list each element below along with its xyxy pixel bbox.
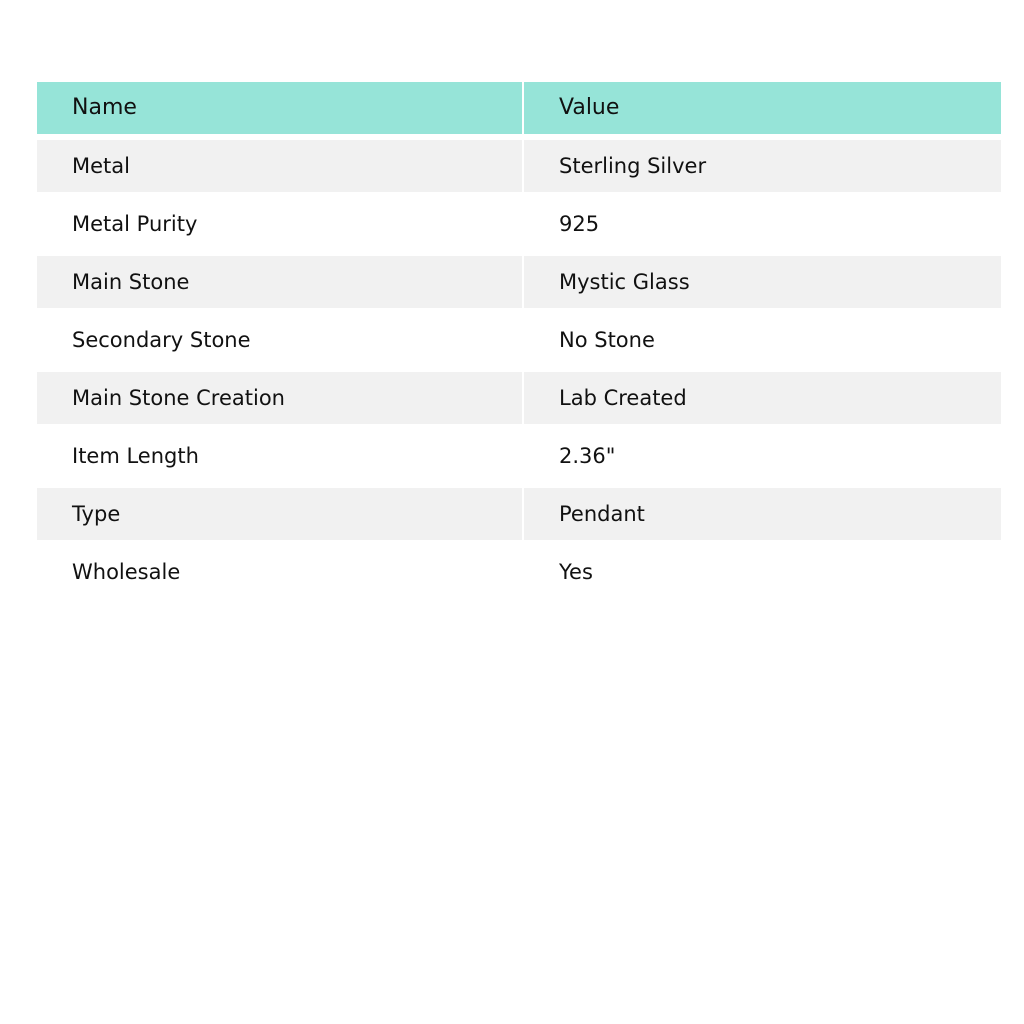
row-name-cell: Type <box>37 488 522 540</box>
row-name-cell: Wholesale <box>37 546 522 598</box>
table-header-row <box>37 82 1001 134</box>
table-row <box>37 256 1001 308</box>
spec-table <box>37 82 1001 598</box>
table-row <box>37 372 1001 424</box>
row-name-cell: Secondary Stone <box>37 314 522 366</box>
row-name-cell: Main Stone <box>37 256 522 308</box>
row-value-cell: No Stone <box>524 314 1001 366</box>
row-value-cell: 2.36" <box>524 430 1001 482</box>
table-row <box>37 314 1001 366</box>
row-value-cell: Mystic Glass <box>524 256 1001 308</box>
row-name-cell: Metal <box>37 140 522 192</box>
row-value-cell: Sterling Silver <box>524 140 1001 192</box>
row-name-cell: Metal Purity <box>37 198 522 250</box>
row-name-cell: Item Length <box>37 430 522 482</box>
row-value-cell: Yes <box>524 546 1001 598</box>
table-row <box>37 140 1001 192</box>
column-header-value: Value <box>524 82 1001 134</box>
table-row <box>37 546 1001 598</box>
column-header-name: Name <box>37 82 522 134</box>
row-value-cell: Pendant <box>524 488 1001 540</box>
table-row <box>37 198 1001 250</box>
row-value-cell: 925 <box>524 198 1001 250</box>
row-name-cell: Main Stone Creation <box>37 372 522 424</box>
row-value-cell: Lab Created <box>524 372 1001 424</box>
table-row <box>37 488 1001 540</box>
table-body <box>37 140 1001 598</box>
table-row <box>37 430 1001 482</box>
